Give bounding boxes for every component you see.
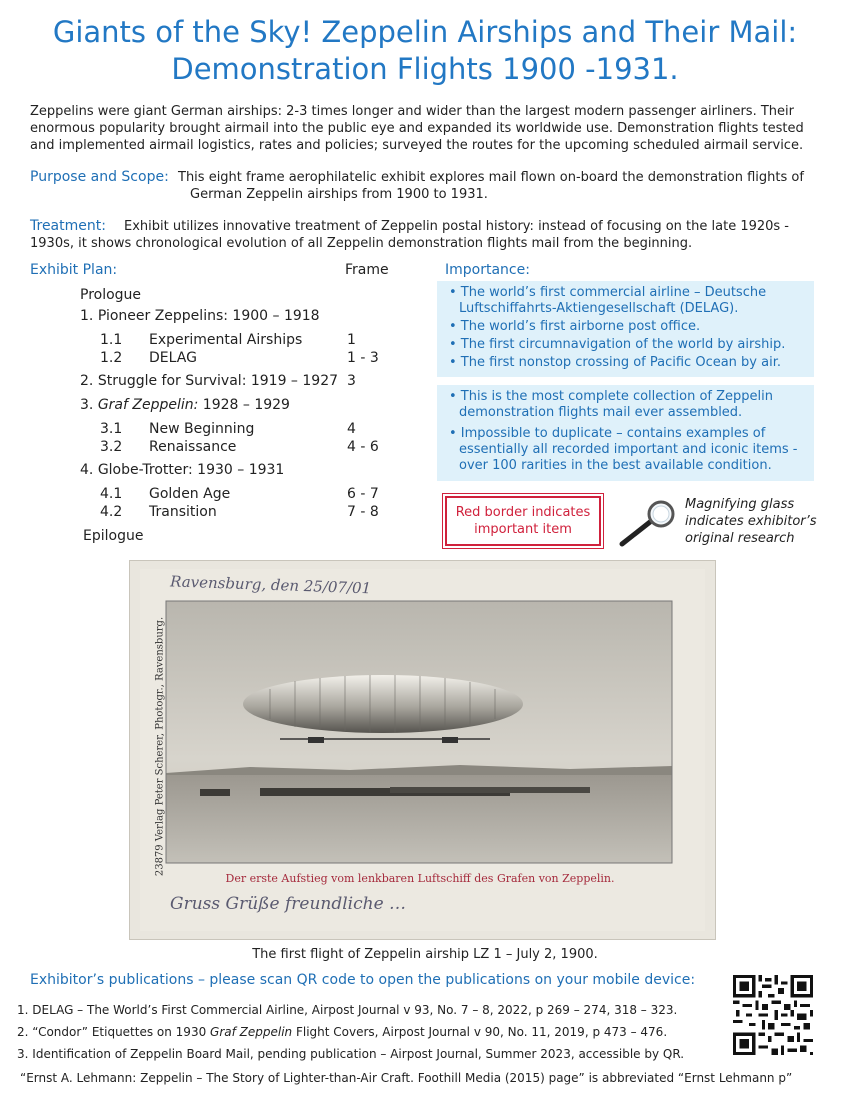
photo-caption: The first flight of Zeppelin airship LZ 1 – July 2, 1900. — [252, 947, 598, 962]
publication-text: Identification of Zeppelin Board Mail, pending publication – Airpost Journal, Summer 2023, accessible by QR. — [32, 1047, 685, 1061]
purpose-label: Purpose and Scope: — [30, 169, 169, 185]
frame-column-header: Frame — [345, 262, 389, 278]
plan-item — [80, 461, 284, 479]
intro-paragraph — [30, 103, 825, 154]
publication-text-italic: Graf Zeppelin — [210, 1025, 293, 1039]
qr-code[interactable] — [733, 975, 813, 1055]
publisher-imprint: 23879 Verlag Peter Scherer, Photogr., Ravensburg. — [154, 616, 166, 877]
plan-item — [100, 503, 122, 521]
exhibit-plan-label: Exhibit Plan: — [30, 262, 118, 278]
plan-text: Globe-Trotter: 1930 – 1931 — [97, 462, 285, 478]
plan-item — [100, 349, 122, 367]
title-line-1: Giants of the Sky! Zeppelin Airships and Their Mail: — [52, 15, 798, 49]
plan-frame: 1 — [347, 332, 356, 348]
publication-text: DELAG – The World’s First Commercial Airline, Airpost Journal v 93, No. 7 – 8, 2022, p 269 – 274, 318 – 323. — [32, 1003, 678, 1017]
handwriting-bottom: Gruss Grüße freundliche … — [170, 894, 407, 914]
page-title — [0, 14, 850, 88]
plan-text: Golden Age — [149, 486, 231, 502]
publication-item — [17, 1003, 677, 1017]
plan-text: 1928 – 1929 — [198, 397, 290, 413]
intro-line-2: enormous popularity brought airmail into the public eye and expanded its worldwide use. Demonstration flights tested — [30, 121, 804, 136]
footnote: “Ernst A. Lehmann: Zeppelin – The Story of Lighter-than-Air Craft. Foothill Media (2015) page” is abbreviated “Ernst Lehmann p” — [20, 1071, 793, 1085]
red-border-legend: Red border indicates important item — [445, 496, 601, 546]
postcard-printed-caption: Der erste Aufstieg vom lenkbaren Luftschiff des Grafen von Zeppelin. — [225, 872, 615, 885]
plan-frame: 3 — [347, 373, 356, 389]
plan-item — [100, 420, 122, 438]
importance-item: • The first circumnavigation of the world by airship. — [449, 337, 786, 352]
plan-text-italic: Graf Zeppelin: — [97, 397, 199, 413]
plan-text: DELAG — [149, 350, 197, 366]
plan-item — [80, 372, 338, 390]
importance-item: • The world’s first airborne post office. — [449, 319, 701, 334]
purpose-text-1: This eight frame aerophilatelic exhibit explores mail flown on-board the demonstration flights of — [178, 170, 804, 185]
handwriting-top: Ravensburg, den 25/07/01 — [169, 572, 372, 598]
plan-text: New Beginning — [149, 421, 255, 437]
importance-box-firsts — [437, 281, 814, 377]
publication-text: Flight Covers, Airpost Journal v 90, No. 11, 2019, p 473 – 476. — [292, 1025, 668, 1039]
plan-text: Struggle for Survival: 1919 – 1927 — [97, 373, 339, 389]
plan-text: Experimental Airships — [149, 332, 303, 348]
importance-item: • The first nonstop crossing of Pacific Ocean by air. — [449, 355, 781, 370]
plan-item — [100, 331, 122, 349]
publication-num: 1. — [17, 1003, 29, 1017]
plan-text: Pioneer Zeppelins: 1900 – 1918 — [97, 308, 320, 324]
publications-heading: Exhibitor’s publications – please scan QR code to open the publications on your mobile device: — [30, 972, 696, 988]
plan-num: 4.2 — [100, 504, 123, 520]
plan-item — [100, 438, 122, 456]
plan-epilogue: Epilogue — [83, 528, 144, 544]
treatment-text-1: Exhibit utilizes innovative treatment of Zeppelin postal history: instead of focusing on the late 1920s - — [124, 219, 789, 234]
intro-line-1: Zeppelins were giant German airships: 2-3 times longer and wider than the largest modern passenger airliners. Their — [30, 104, 794, 119]
plan-num: 3.2 — [100, 439, 123, 455]
plan-num: 3. — [80, 397, 94, 413]
plan-num: 1.1 — [100, 332, 123, 348]
postcard-image — [129, 560, 716, 940]
publication-text: “Condor” Etiquettes on 1930 — [32, 1025, 211, 1039]
plan-item — [80, 396, 290, 414]
plan-num: 3.1 — [100, 421, 123, 437]
plan-frame: 1 - 3 — [347, 350, 379, 366]
plan-frame: 6 - 7 — [347, 486, 379, 502]
plan-item — [80, 307, 320, 325]
intro-line-3: and implemented airmail logistics, rates and policies; surveyed the routes for the upcoming scheduled airmail service. — [30, 138, 804, 153]
plan-frame: 4 - 6 — [347, 439, 379, 455]
importance-item: • The world’s first commercial airline – Deutsche Luftschiffahrts-Aktiengesellschaft (DELAG). — [449, 285, 767, 316]
plan-num: 2. — [80, 373, 94, 389]
treatment-text-2: 1930s, it shows chronological evolution of all Zeppelin demonstration flights mail from the beginning. — [30, 236, 693, 251]
plan-num: 4.1 — [100, 486, 123, 502]
plan-num: 1.2 — [100, 350, 123, 366]
title-line-2: Demonstration Flights 1900 -1931. — [171, 52, 679, 86]
plan-item — [100, 485, 122, 503]
purpose-text-2: German Zeppelin airships from 1900 to 1931. — [190, 187, 488, 202]
publication-num: 2. — [17, 1025, 29, 1039]
importance-box-collection — [437, 385, 814, 481]
magnifier-legend: Magnifying glass indicates exhibitor’s original research — [685, 497, 817, 546]
plan-num: 4. — [80, 462, 94, 478]
magnifying-glass-icon — [616, 500, 678, 548]
importance-item: • This is the most complete collection of Zeppelin demonstration flights mail ever assembled. — [449, 389, 773, 420]
plan-prologue: Prologue — [80, 287, 142, 303]
publication-item — [17, 1025, 667, 1039]
plan-text: Transition — [149, 504, 217, 520]
treatment-label: Treatment: — [30, 218, 106, 234]
plan-frame: 7 - 8 — [347, 504, 379, 520]
importance-item: • Impossible to duplicate – contains examples of essentially all recorded important and iconic items - over 100 rarities in the best available condition. — [449, 426, 798, 473]
plan-frame: 4 — [347, 421, 356, 437]
importance-label: Importance: — [445, 262, 530, 278]
publication-num: 3. — [17, 1047, 29, 1061]
plan-text: Renaissance — [149, 439, 237, 455]
publication-item — [17, 1047, 684, 1061]
plan-num: 1. — [80, 308, 94, 324]
